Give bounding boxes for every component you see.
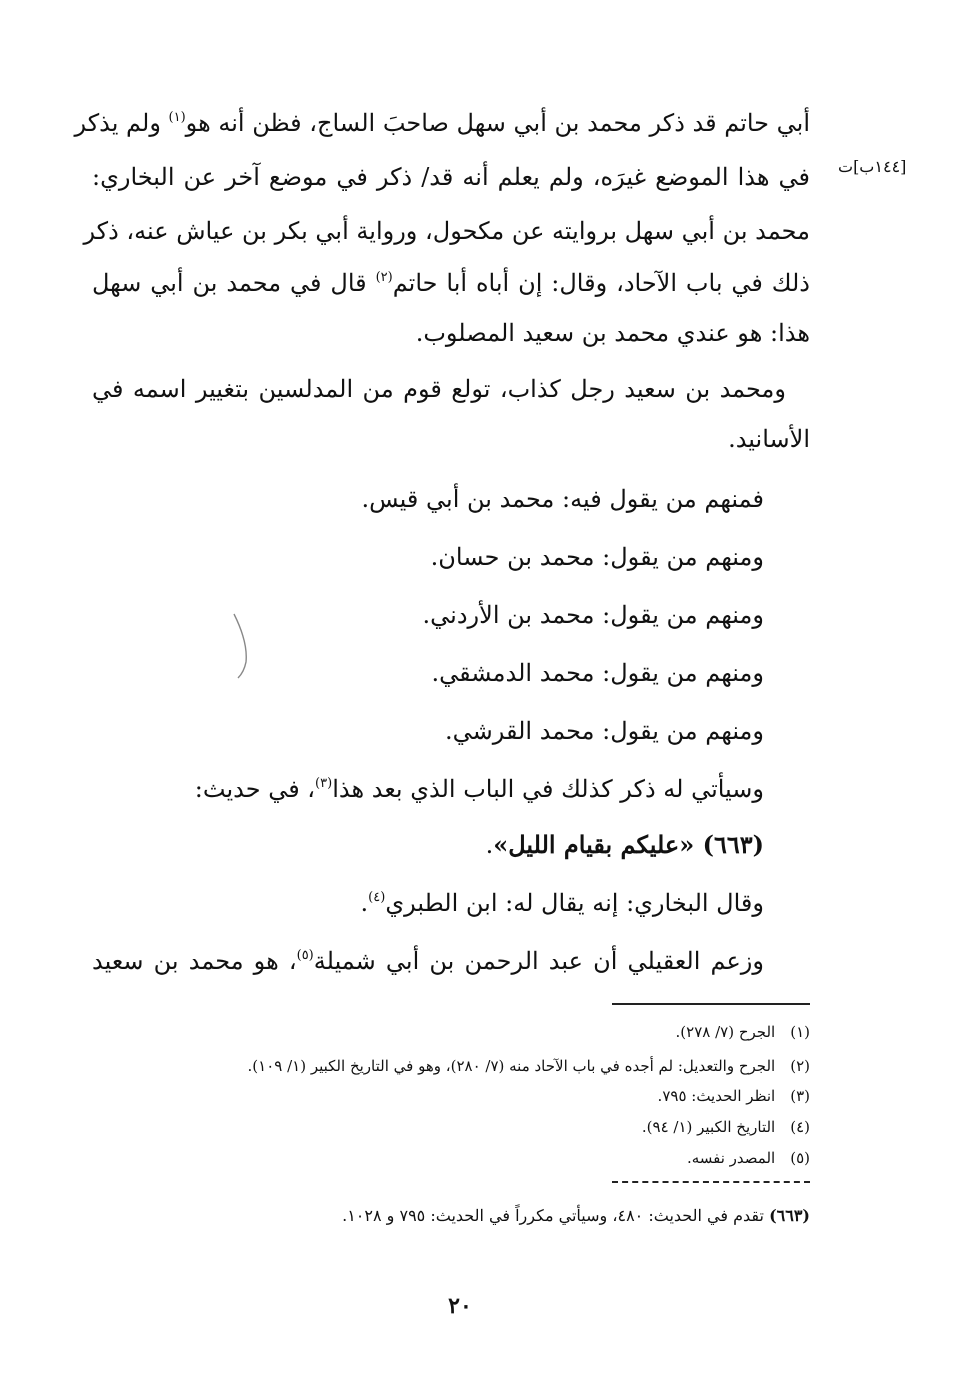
name-variant-4: ومنهم من يقول: محمد الدمشقي. [431, 659, 764, 687]
name-variant-1: فمنهم من يقول فيه: محمد بن أبي قيس. [361, 485, 764, 513]
footnote-ref-3[interactable]: (٣) [315, 776, 333, 791]
name-variant-3: ومنهم من يقول: محمد بن الأردني. [422, 601, 764, 629]
hadith-note-separator [612, 1181, 810, 1183]
footnote-5: (٥) المصدر نفسه. [686, 1149, 810, 1167]
manuscript-folio-note: [١٤٤ب]ت [838, 157, 907, 176]
footnote-ref-4[interactable]: (٤) [368, 890, 386, 905]
hadith-number: (٦٦٣) [702, 830, 764, 859]
footnote-1: (١) الجرح (٧/ ٢٧٨). [675, 1023, 810, 1041]
hadith-footnote: (٦٦٣) تقدم في الحديث: ٤٨٠، وسيأتي مكرراً في الحديث: ٧٩٥ و ١٠٢٨. [342, 1206, 810, 1225]
name-variant-5: ومنهم من يقول: محمد القرشي. [444, 717, 764, 745]
will-come-line: وسيأتي له ذكر كذلك في الباب الذي بعد هذا$^{(٣)}$، في حديث: [194, 775, 764, 803]
paragraph1-line1: أبي حاتم قد ذكر محمد بن أبي سهل صاحبَ الساج، فظن أنه هو$^{(١)}$ ولم يذكر [74, 109, 810, 137]
paragraph2-line1: ومحمد بن سعيد رجل كذاب، تولع قوم من المدلسين بتغيير اسمه في [92, 375, 786, 403]
paragraph1-line4: ذلك في باب الآحاد، وقال: إن أباه أبا حاتم$^{(٢)}$ قال في محمد بن أبي سهل [92, 269, 810, 297]
page-number: ٢٠ [448, 1293, 472, 1319]
footnote-ref-1[interactable]: (١) [168, 110, 186, 125]
footnote-3: (٣) انظر الحديث: ٧٩٥. [657, 1087, 810, 1105]
hadith-heading: (٦٦٣) «عليكم بقيام الليل». [485, 830, 764, 859]
footnote-ref-2[interactable]: (٢) [375, 270, 393, 285]
hadith-title: «عليكم بقيام الليل» [493, 830, 695, 859]
paragraph1-line2: في هذا الموضع غيرَه، ولم يعلم أنه قد/ ذكر في موضع آخر عن البخاري: [92, 163, 810, 191]
name-variant-2: ومنهم من يقول: محمد بن حسان. [430, 543, 764, 571]
paragraph1-line3: محمد بن أبي سهل بروايته عن مكحول، ورواية أبي بكر بن عياش عنه، ذكر [83, 217, 810, 245]
footnote-2: (٢) الجرح والتعديل: لم أجده في باب الآحاد منه (٧/ ٢٨٠)، وهو في التاريخ الكبير (١/ ١٠٩). [247, 1057, 810, 1075]
footnote-ref-5[interactable]: (٥) [296, 948, 314, 963]
footnotes [150, 0, 810, 1250]
uqaili-line: وزعم العقيلي أن عبد الرحمن بن أبي شميلة$^{(٥)}$، هو محمد بن سعيد [92, 947, 764, 975]
bukhari-line: وقال البخاري: إنه يقال له: ابن الطبري$^{(٤)}$. [360, 889, 764, 917]
paragraph1-line5: هذا: هو عندي محمد بن سعيد المصلوب. [415, 319, 810, 347]
paragraph2-line2: الأسانيد. [728, 425, 810, 453]
footnote-4: (٤) التاريخ الكبير (١/ ٩٤). [641, 1118, 810, 1136]
